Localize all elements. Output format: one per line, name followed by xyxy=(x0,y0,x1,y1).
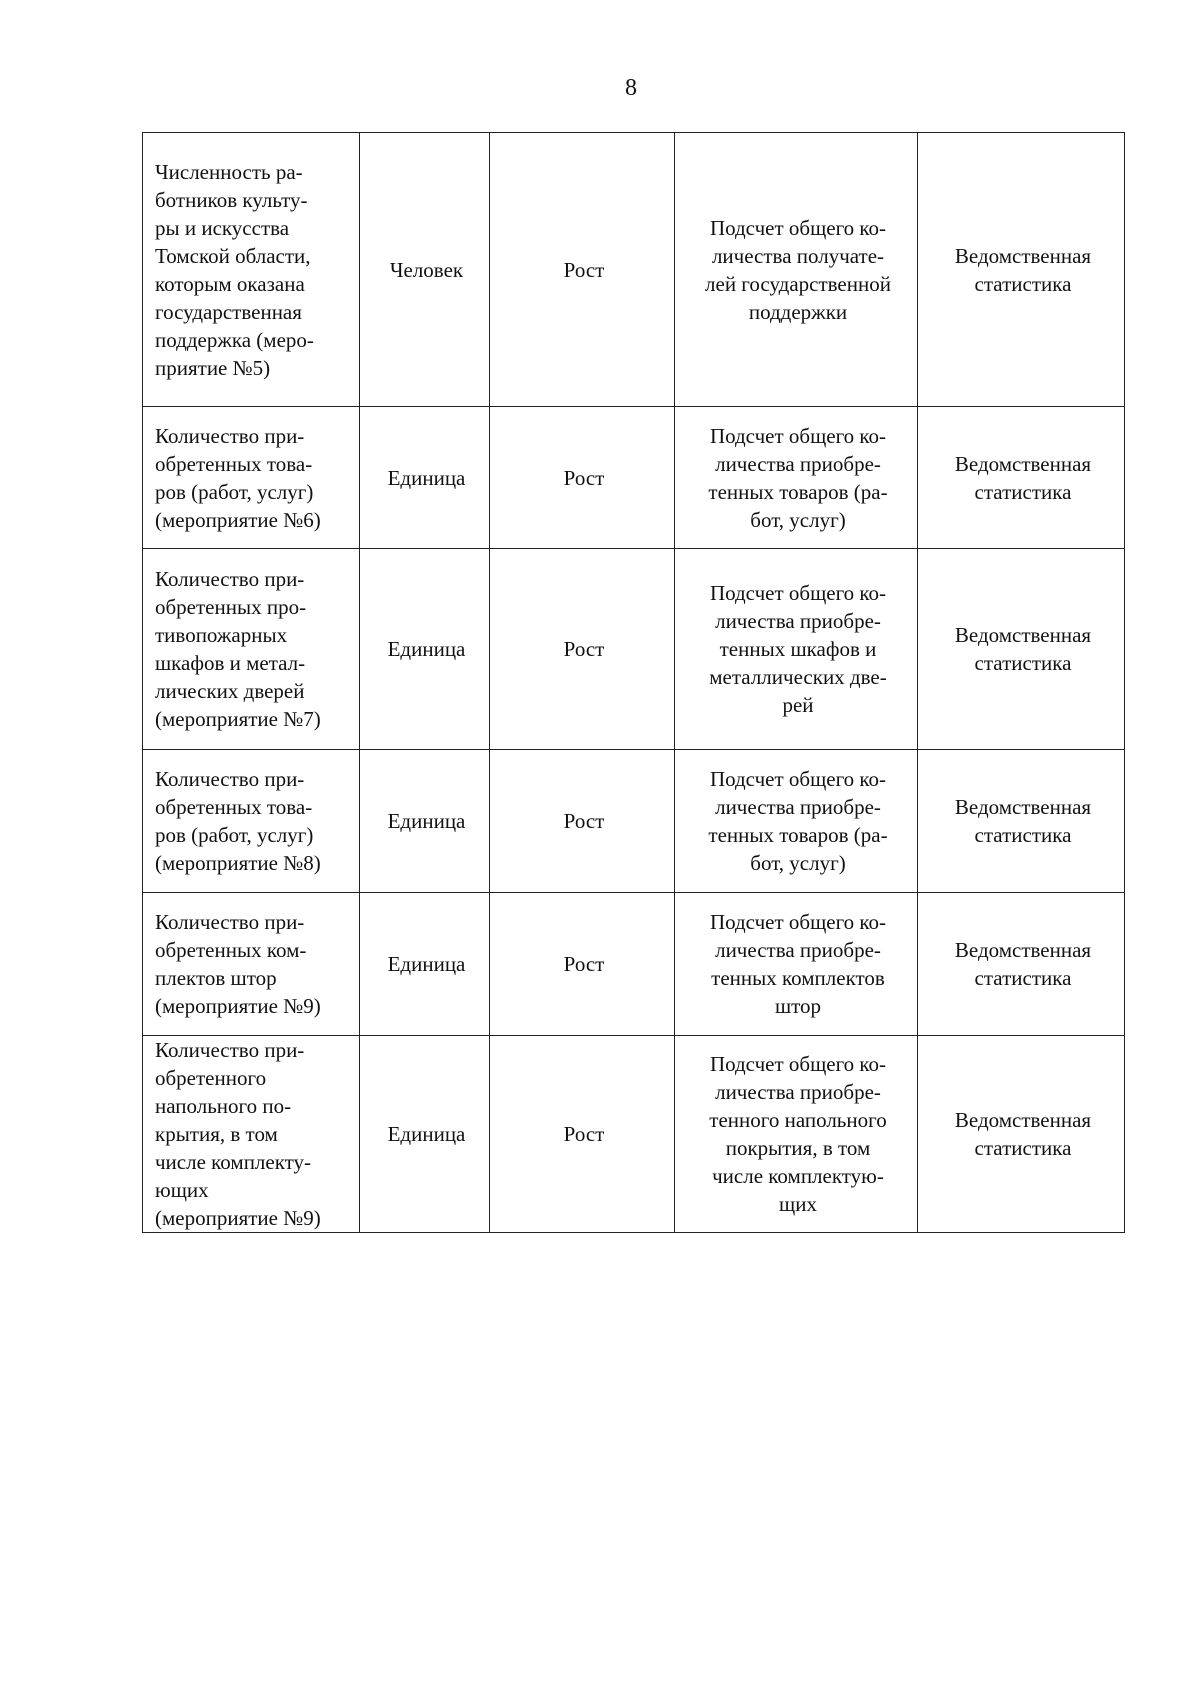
method-cell xyxy=(675,893,918,1036)
indicator-name-cell xyxy=(143,750,360,893)
unit-cell: Единица xyxy=(360,893,490,1036)
method-line: тенных товаров (ра- xyxy=(708,479,888,504)
method-line: личества приобре- xyxy=(715,938,881,962)
trend-cell: Рост xyxy=(490,133,675,407)
indicator-name-line: Количество при- xyxy=(155,1038,305,1062)
indicator-name-line: напольного по- xyxy=(155,1094,292,1118)
method-cell xyxy=(675,750,918,893)
indicator-name-line: ров (работ, услуг) xyxy=(155,479,314,504)
indicator-name-line: (мероприятие №7) xyxy=(155,707,321,731)
method-line: Подсчет общего ко- xyxy=(709,1052,887,1076)
method-line: личества приобре- xyxy=(715,1080,881,1104)
method-cell xyxy=(675,549,918,750)
method-line: Подсчет общего ко- xyxy=(709,581,887,605)
indicator-name-line: обретенных про- xyxy=(155,595,307,619)
method-line: тенных товаров (ра- xyxy=(708,823,888,847)
method-line: личества получате- xyxy=(711,243,885,268)
indicator-name-line: лических дверей xyxy=(155,679,305,703)
source-cell xyxy=(918,750,1125,893)
unit-cell: Единица xyxy=(360,407,490,549)
page-number: 8 xyxy=(625,75,637,101)
indicator-name-cell xyxy=(143,1036,360,1233)
indicator-name-line: (мероприятие №9) xyxy=(155,1206,321,1230)
source-cell xyxy=(918,1036,1125,1233)
indicator-name-line: (мероприятие №6) xyxy=(155,507,321,532)
source-line: Ведомственная xyxy=(954,451,1092,476)
indicator-name-line: государственная xyxy=(155,299,302,324)
indicator-name-line: Количество при- xyxy=(155,767,305,791)
indicator-name-line: приятие №5) xyxy=(155,355,271,380)
method-line: Подсчет общего ко- xyxy=(709,767,887,791)
method-line: лей государственной xyxy=(705,271,891,296)
trend-cell: Рост xyxy=(490,407,675,549)
method-line: личества приобре- xyxy=(715,795,881,819)
indicator-name-line: плектов штор xyxy=(155,966,277,990)
method-cell xyxy=(675,133,918,407)
method-line: щих xyxy=(779,1192,817,1216)
indicator-name-line: (мероприятие №9) xyxy=(155,994,321,1018)
method-line: металлических две- xyxy=(709,665,887,689)
table-row xyxy=(143,549,1125,750)
source-line: Ведомственная xyxy=(954,1108,1092,1132)
indicator-name-line: Томской области, xyxy=(155,243,311,268)
source-line: статистика xyxy=(974,966,1072,990)
method-line: бот, услуг) xyxy=(750,507,846,532)
indicators-table xyxy=(142,132,1125,1233)
unit-cell: Единица xyxy=(360,750,490,893)
source-cell xyxy=(918,893,1125,1036)
indicator-name-cell xyxy=(143,893,360,1036)
indicator-name-cell xyxy=(143,407,360,549)
table-row xyxy=(143,133,1125,407)
trend-cell: Рост xyxy=(490,893,675,1036)
indicator-name-line: обретенных това- xyxy=(155,451,313,476)
indicator-name-line: обретенного xyxy=(155,1066,267,1090)
method-cell xyxy=(675,1036,918,1233)
source-line: статистика xyxy=(974,823,1072,847)
indicators-table-body xyxy=(143,133,1125,1233)
indicator-name-line: ров (работ, услуг) xyxy=(155,823,314,847)
indicator-name-line: крытия, в том xyxy=(155,1122,278,1146)
trend-cell: Рост xyxy=(490,549,675,750)
source-line: Ведомственная xyxy=(954,938,1092,962)
indicator-name-line: шкафов и метал- xyxy=(155,651,306,675)
table-row xyxy=(143,893,1125,1036)
method-line: тенного напольного xyxy=(709,1108,887,1132)
table-row xyxy=(143,1036,1125,1233)
source-cell xyxy=(918,407,1125,549)
method-line: бот, услуг) xyxy=(750,851,846,875)
source-line: статистика xyxy=(974,1136,1072,1160)
source-line: Ведомственная xyxy=(954,623,1092,647)
table-row xyxy=(143,750,1125,893)
trend-cell: Рост xyxy=(490,1036,675,1233)
unit-cell: Единица xyxy=(360,549,490,750)
indicator-name-line: которым оказана xyxy=(155,271,305,296)
indicator-name-cell xyxy=(143,549,360,750)
indicator-name-line: Количество при- xyxy=(155,567,305,591)
indicator-name-line: обретенных това- xyxy=(155,795,313,819)
source-line: Ведомственная xyxy=(954,243,1092,268)
indicator-name-line: поддержка (меро- xyxy=(155,327,314,352)
indicator-name-line: ботников культу- xyxy=(155,187,308,212)
indicator-name-line: числе комплекту- xyxy=(155,1150,312,1174)
indicator-name-line: ры и искусства xyxy=(155,215,290,240)
source-line: Ведомственная xyxy=(954,795,1092,819)
unit-cell: Человек xyxy=(360,133,490,407)
method-cell xyxy=(675,407,918,549)
method-line: поддержки xyxy=(748,299,848,324)
method-line: рей xyxy=(782,693,814,717)
method-line: тенных комплектов xyxy=(711,966,885,990)
indicator-name-line: (мероприятие №8) xyxy=(155,851,321,875)
indicator-name-line: Количество при- xyxy=(155,423,305,448)
source-line: статистика xyxy=(974,271,1072,296)
source-cell xyxy=(918,133,1125,407)
method-line: личества приобре- xyxy=(715,609,881,633)
indicator-name-line: ющих xyxy=(155,1178,209,1202)
indicator-name-line: Количество при- xyxy=(155,910,305,934)
indicator-name-line: тивопожарных xyxy=(155,623,288,647)
method-line: числе комплектую- xyxy=(712,1164,884,1188)
source-line: статистика xyxy=(974,479,1072,504)
indicator-name-line: обретенных ком- xyxy=(155,938,307,962)
indicator-name-line: Численность ра- xyxy=(155,159,303,184)
method-line: штор xyxy=(774,994,822,1018)
method-line: Подсчет общего ко- xyxy=(709,215,887,240)
indicator-name-cell xyxy=(143,133,360,407)
method-line: Подсчет общего ко- xyxy=(709,910,887,934)
method-line: Подсчет общего ко- xyxy=(709,423,887,448)
trend-cell: Рост xyxy=(490,750,675,893)
method-line: личества приобре- xyxy=(715,451,881,476)
method-line: тенных шкафов и xyxy=(719,637,877,661)
source-cell xyxy=(918,549,1125,750)
method-line: покрытия, в том xyxy=(725,1136,871,1160)
unit-cell: Единица xyxy=(360,1036,490,1233)
table-row xyxy=(143,407,1125,549)
source-line: статистика xyxy=(974,651,1072,675)
